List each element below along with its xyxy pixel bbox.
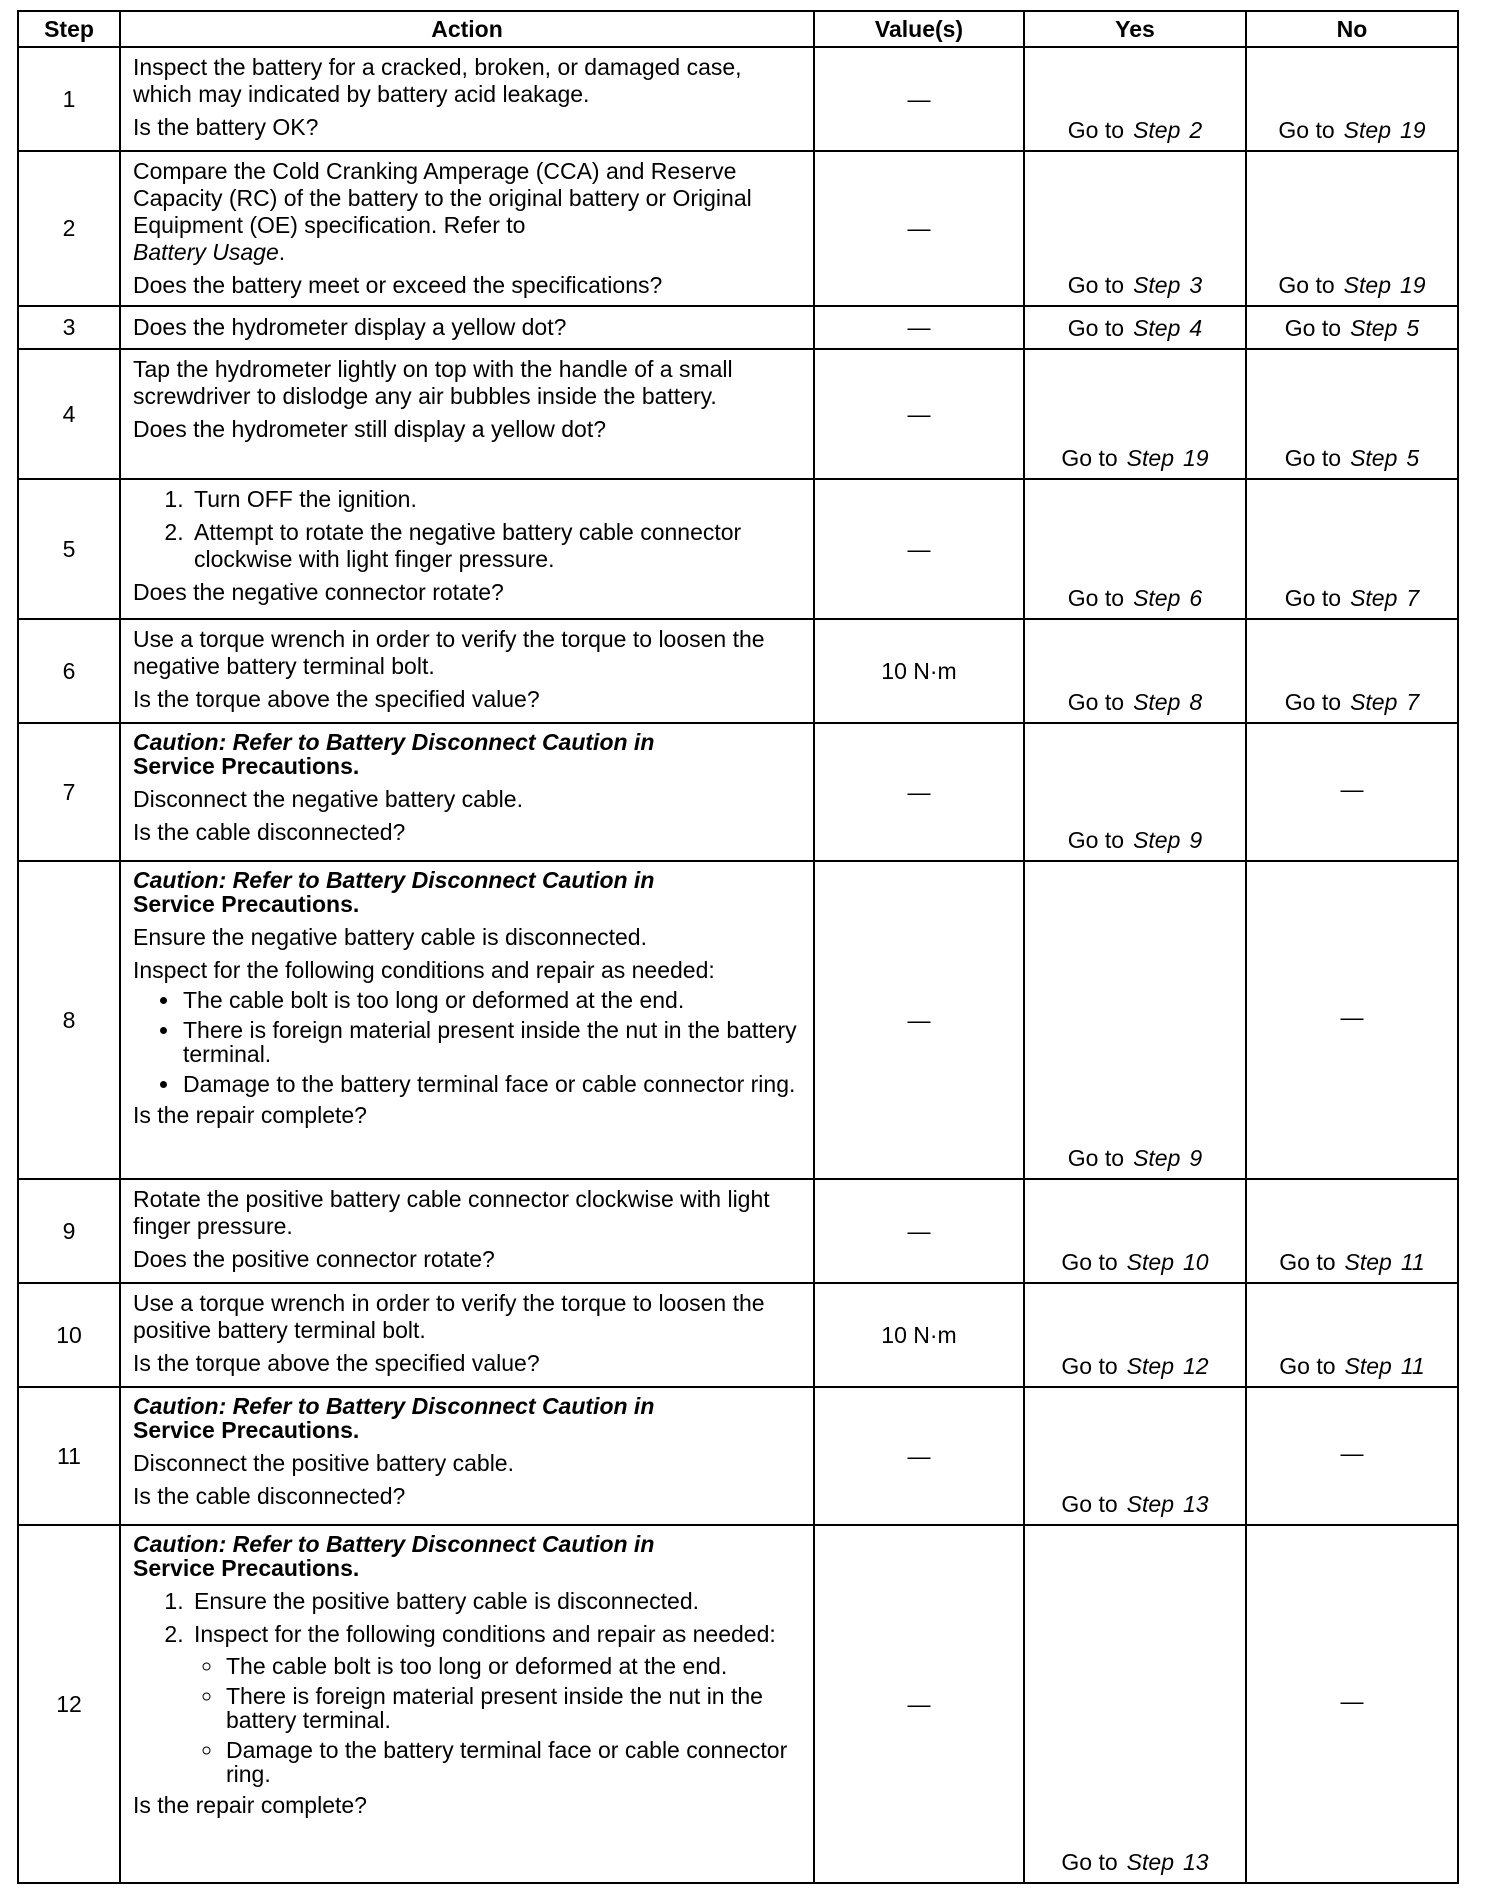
step-number: 11: [18, 1387, 120, 1525]
yes-cell: Go to Step 3: [1024, 151, 1246, 306]
action-question: Does the negative connector rotate?: [133, 579, 504, 605]
value-cell: —: [814, 479, 1024, 619]
action-question: Is the battery OK?: [133, 114, 319, 140]
action-text: Tap the hydrometer lightly on top with the handle of a small screwdriver to dislodge any air bubbles inside the battery.: [133, 356, 733, 409]
list-item: 1. Ensure the positive battery cable is disconnected.: [190, 1588, 801, 1615]
table-row: [18, 619, 1458, 723]
action-cell: [120, 1283, 814, 1387]
action-cell: [120, 306, 814, 349]
no-step-ref: 5: [1406, 445, 1420, 471]
yes-cell: Go to Step 13: [1024, 1525, 1246, 1883]
list-item: • The cable bolt is too long or deformed at the end.: [181, 988, 801, 1012]
yes-step-ref: 9: [1189, 827, 1203, 853]
yes-cell: Go to Step 12: [1024, 1283, 1246, 1387]
table-row: [18, 349, 1458, 479]
action-cell: [120, 47, 814, 151]
caution-note: Caution: Refer to Battery Disconnect Caution in Service Precautions.: [133, 729, 655, 779]
no-step-ref: 7: [1406, 585, 1420, 611]
step-number: 1: [18, 47, 120, 151]
service-precautions-link[interactable]: Service Precautions.: [133, 891, 360, 917]
header-step: Step: [18, 11, 120, 47]
table-row: [18, 723, 1458, 861]
no-cell: Go to Step 19: [1246, 151, 1458, 306]
value-cell: —: [814, 306, 1024, 349]
yes-step-ref: 6: [1189, 585, 1203, 611]
step-number: 2: [18, 151, 120, 306]
list-item: ◦ Damage to the battery terminal face or cable connector ring.: [224, 1738, 801, 1786]
action-question: Does the battery meet or exceed the specifications?: [133, 272, 663, 298]
yes-cell: Go to Step 9: [1024, 861, 1246, 1179]
no-cell: Go to Step 11: [1246, 1283, 1458, 1387]
yes-cell: Go to Step 13: [1024, 1387, 1246, 1525]
step-number: 10: [18, 1283, 120, 1387]
step-number: 5: [18, 479, 120, 619]
no-cell: —: [1246, 1387, 1458, 1525]
service-precautions-link[interactable]: Service Precautions.: [133, 753, 360, 779]
action-question: Does the positive connector rotate?: [133, 1246, 495, 1272]
table-row: [18, 47, 1458, 151]
step-number: 4: [18, 349, 120, 479]
yes-step-ref: 10: [1183, 1249, 1209, 1275]
list-item: • Damage to the battery terminal face or cable connector ring.: [181, 1072, 801, 1096]
action-question: Does the hydrometer display a yellow dot?: [133, 314, 567, 340]
yes-step-ref: 9: [1189, 1145, 1203, 1171]
action-text: Use a torque wrench in order to verify the torque to loosen the negative battery terminal bolt.: [133, 626, 765, 679]
yes-step-ref: 8: [1189, 689, 1203, 715]
no-cell: —: [1246, 861, 1458, 1179]
table-row: [18, 1283, 1458, 1387]
value-cell: —: [814, 861, 1024, 1179]
no-cell: Go to Step 7: [1246, 479, 1458, 619]
action-cell: [120, 861, 814, 1179]
action-question: Is the repair complete?: [133, 1102, 367, 1128]
action-question: Is the torque above the specified value?: [133, 1350, 540, 1376]
no-step-ref: 19: [1400, 272, 1426, 298]
action-question: Does the hydrometer still display a yellow dot?: [133, 416, 607, 442]
yes-cell: Go to Step 6: [1024, 479, 1246, 619]
yes-step-ref: 3: [1189, 272, 1203, 298]
action-text: Rotate the positive battery cable connector clockwise with light finger pressure.: [133, 1186, 770, 1239]
yes-cell: Go to Step 2: [1024, 47, 1246, 151]
table-row: [18, 1387, 1458, 1525]
battery-usage-link[interactable]: Battery Usage: [133, 239, 279, 265]
no-cell: —: [1246, 723, 1458, 861]
table-row: [18, 151, 1458, 306]
numbered-list: [133, 1588, 801, 1786]
list-item: • There is foreign material present inside the nut in the battery terminal.: [181, 1018, 801, 1066]
yes-step-ref: 2: [1189, 117, 1203, 143]
value-cell: 10 N·m: [814, 1283, 1024, 1387]
value-cell: 10 N·m: [814, 619, 1024, 723]
action-text: Inspect the battery for a cracked, broken, or damaged case, which may indicated by battery acid leakage.: [133, 54, 742, 107]
no-cell: Go to Step 11: [1246, 1179, 1458, 1283]
list-item: 2. Attempt to rotate the negative battery cable connector clockwise with light finger pressure.: [190, 519, 801, 573]
header-yes: Yes: [1024, 11, 1246, 47]
action-question: Is the cable disconnected?: [133, 819, 406, 845]
caution-note: Caution: Refer to Battery Disconnect Caution in Service Precautions.: [133, 1393, 655, 1443]
action-text: Ensure the negative battery cable is disconnected.: [133, 924, 647, 950]
no-cell: Go to Step 19: [1246, 47, 1458, 151]
header-action: Action: [120, 11, 814, 47]
header-values: Value(s): [814, 11, 1024, 47]
yes-step-ref: 13: [1183, 1849, 1209, 1875]
yes-cell: Go to Step 8: [1024, 619, 1246, 723]
action-question: Is the repair complete?: [133, 1792, 367, 1818]
action-text: Disconnect the negative battery cable.: [133, 786, 523, 812]
step-number: 9: [18, 1179, 120, 1283]
no-step-ref: 11: [1400, 1353, 1425, 1379]
no-cell: —: [1246, 1525, 1458, 1883]
yes-cell: Go to Step 4: [1024, 306, 1246, 349]
value-cell: —: [814, 1387, 1024, 1525]
value-cell: —: [814, 723, 1024, 861]
action-question: Is the cable disconnected?: [133, 1483, 406, 1509]
action-cell: [120, 1179, 814, 1283]
bullet-list: [194, 1654, 801, 1786]
yes-step-ref: 12: [1183, 1353, 1209, 1379]
list-item: ◦ The cable bolt is too long or deformed at the end.: [224, 1654, 801, 1678]
yes-step-ref: 4: [1189, 314, 1203, 341]
table-row: [18, 861, 1458, 1179]
step-number: 8: [18, 861, 120, 1179]
action-cell: [120, 349, 814, 479]
diagnostic-table: [17, 10, 1459, 1884]
table-row: [18, 1525, 1458, 1883]
action-text: Use a torque wrench in order to verify the torque to loosen the positive battery terminal bolt.: [133, 1290, 765, 1343]
list-item: 2. Inspect for the following conditions and repair as needed: ◦ The cable bolt is too long or deformed at the end. ◦ There is foreign material present inside the nut in the battery terminal. ◦ Damage to the battery terminal face or cable connector ring.: [190, 1621, 801, 1786]
step-number: 6: [18, 619, 120, 723]
list-item: 1. Turn OFF the ignition.: [190, 486, 801, 513]
table-row: [18, 479, 1458, 619]
bullet-list: [133, 988, 801, 1096]
action-cell: [120, 1387, 814, 1525]
caution-note: Caution: Refer to Battery Disconnect Caution in Service Precautions.: [133, 1531, 655, 1581]
header-row: [18, 11, 1458, 47]
yes-cell: Go to Step 9: [1024, 723, 1246, 861]
step-number: 3: [18, 306, 120, 349]
service-precautions-link[interactable]: Service Precautions.: [133, 1555, 360, 1581]
no-cell: Go to Step 5: [1246, 306, 1458, 349]
action-cell: Compare the Cold Cranking Amperage (CCA) and Reserve Capacity (RC) of the battery to the original battery or Original Equipment (OE) specification. Refer to Battery Usage. Does the battery meet or exceed the specifications?: [120, 151, 814, 306]
no-cell: Go to Step 5: [1246, 349, 1458, 479]
yes-step-ref: 19: [1183, 445, 1209, 471]
action-question: Is the torque above the specified value?: [133, 686, 540, 712]
action-cell: [120, 723, 814, 861]
value-cell: —: [814, 1525, 1024, 1883]
no-step-ref: 5: [1406, 314, 1420, 341]
list-item: ◦ There is foreign material present inside the nut in the battery terminal.: [224, 1684, 801, 1732]
header-no: No: [1246, 11, 1458, 47]
action-cell: [120, 479, 814, 619]
value-cell: —: [814, 151, 1024, 306]
value-cell: —: [814, 47, 1024, 151]
yes-step-ref: 13: [1183, 1491, 1209, 1517]
numbered-list: [133, 486, 801, 573]
action-text: Inspect for the following conditions and repair as needed:: [133, 957, 715, 983]
action-cell: [120, 619, 814, 723]
table-row: [18, 1179, 1458, 1283]
step-number: 7: [18, 723, 120, 861]
action-cell: [120, 1525, 814, 1883]
no-step-ref: 7: [1406, 689, 1420, 715]
table-row: [18, 306, 1458, 349]
action-text: Disconnect the positive battery cable.: [133, 1450, 514, 1476]
yes-cell: Go to Step 19: [1024, 349, 1246, 479]
caution-note: Caution: Refer to Battery Disconnect Caution in Service Precautions.: [133, 867, 655, 917]
value-cell: —: [814, 349, 1024, 479]
yes-cell: Go to Step 10: [1024, 1179, 1246, 1283]
no-step-ref: 19: [1400, 117, 1426, 143]
no-cell: Go to Step 7: [1246, 619, 1458, 723]
service-precautions-link[interactable]: Service Precautions.: [133, 1417, 360, 1443]
value-cell: —: [814, 1179, 1024, 1283]
step-number: 12: [18, 1525, 120, 1883]
no-step-ref: 11: [1400, 1249, 1425, 1275]
action-text: Compare the Cold Cranking Amperage (CCA) and Reserve Capacity (RC) of the battery to the original battery or Original Equipment (OE) specification. Refer to: [133, 158, 752, 238]
